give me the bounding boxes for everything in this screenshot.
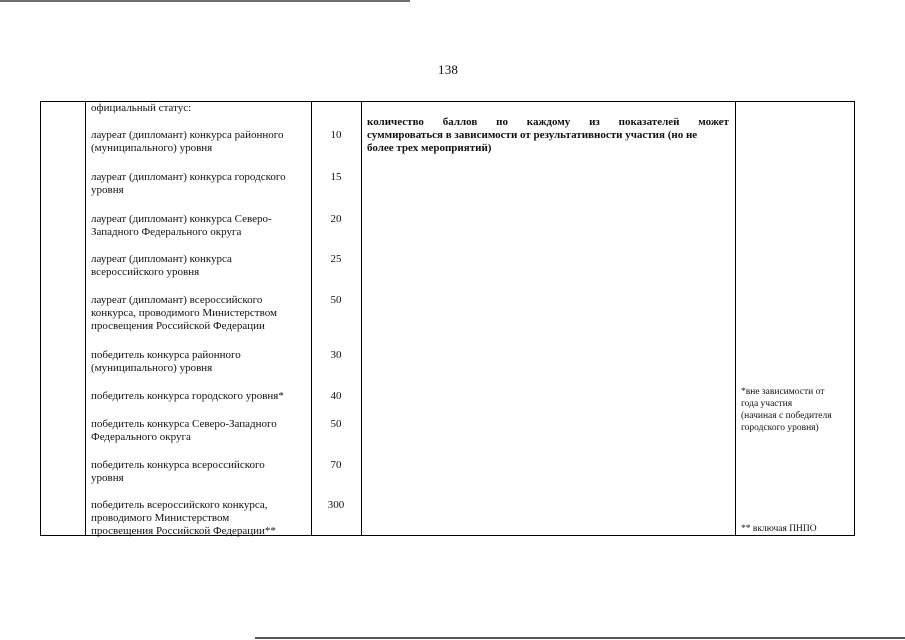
score-value: 25: [330, 253, 342, 265]
score-value: 50: [330, 418, 342, 430]
column-divider: [361, 102, 362, 535]
criteria-table: [40, 101, 855, 536]
score-value: 15: [330, 171, 342, 183]
criterion-text: победитель конкурса районного (муниципального) уровня: [91, 349, 241, 374]
criterion-text: победитель конкурса городского уровня*: [91, 390, 284, 402]
score-value: 50: [330, 294, 342, 306]
criterion-text: лауреат (дипломант) всероссийского конкурса, проводимого Министерством просвещения Российской Федерации: [91, 294, 277, 332]
remark-footnote-2: ** включая ПНПО: [741, 524, 817, 534]
scan-edge-top: [0, 0, 410, 2]
page-number: 138: [438, 62, 459, 77]
criterion-text: победитель всероссийского конкурса, проводимого Министерством просвещения Российской Федерации**: [91, 499, 276, 537]
score-value: 20: [330, 213, 342, 225]
criterion-text: лауреат (дипломант) конкурса городского уровня: [91, 171, 286, 196]
criterion-text: лауреат (дипломант) конкурса всероссийского уровня: [91, 253, 232, 278]
scan-edge-bottom: [255, 637, 905, 639]
column-divider: [85, 102, 86, 535]
scoring-note-line: суммироваться в зависимости от результативности участия (но не: [367, 129, 698, 141]
score-value: 300: [327, 499, 345, 511]
scoring-note-line: количество баллов по каждому из показателей может: [367, 116, 729, 128]
criterion-text: лауреат (дипломант) конкурса Северо- Западного Федерального округа: [91, 213, 272, 238]
score-value: 70: [330, 459, 342, 471]
remark-footnote-1: *вне зависимости от года участия (начиная с победителя городского уровня): [741, 387, 832, 433]
status-label: официальный статус:: [91, 102, 192, 114]
criterion-text: победитель конкурса Северо-Западного Федерального округа: [91, 418, 277, 443]
score-value: 10: [330, 129, 342, 141]
column-divider: [735, 102, 736, 535]
scoring-note: [367, 116, 729, 155]
scoring-note-line: более трех мероприятий): [367, 142, 492, 154]
score-value: 40: [330, 390, 342, 402]
criterion-text: победитель конкурса всероссийского уровня: [91, 459, 265, 484]
score-value: 30: [330, 349, 342, 361]
criterion-text: лауреат (дипломант) конкурса районного (муниципального) уровня: [91, 129, 284, 154]
